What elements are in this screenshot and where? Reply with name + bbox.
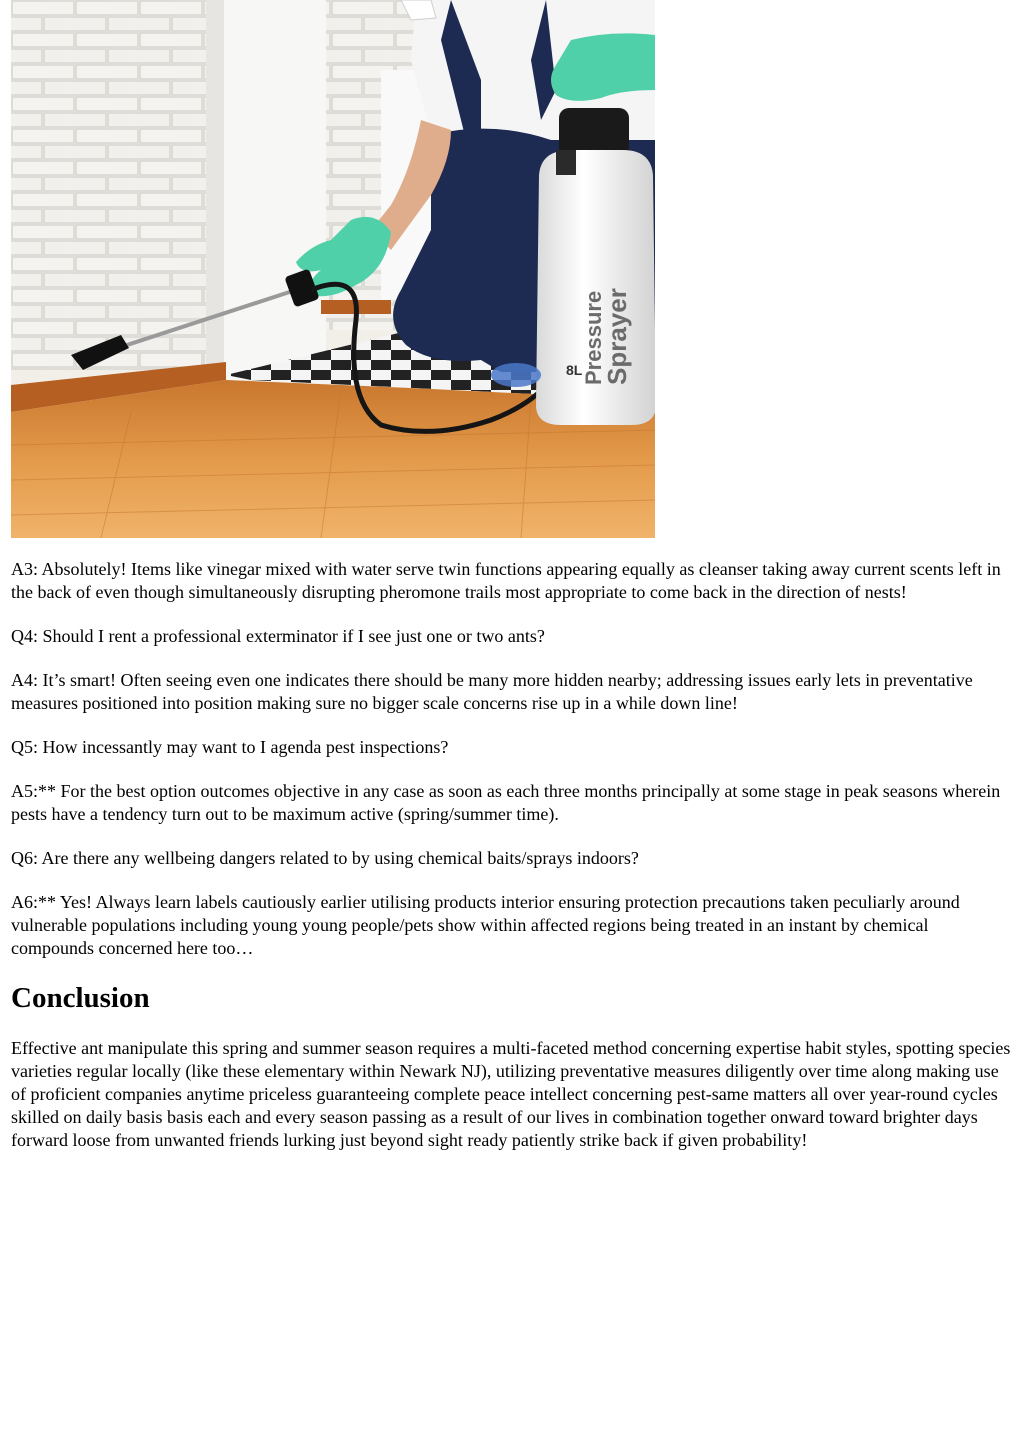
faq-question-4: Q4: Should I rent a professional exterminator if I see just one or two ants? — [11, 626, 545, 646]
faq-answer-6: A6:** Yes! Always learn labels cautiously earlier utilising products interior ensuring protection precautions taken peculiarly around vulnerable populations including young young people/pets show within affected regions being treated in an instant by chemical compounds concerned here too… — [11, 892, 960, 958]
sprayer-capacity: 8L — [566, 362, 583, 378]
faq-question-6: Q6: Are there any wellbeing dangers related to by using chemical baits/sprays indoors? — [11, 848, 639, 868]
conclusion-heading: Conclusion — [11, 982, 150, 1014]
sprayer-label-line2: Sprayer — [602, 288, 632, 385]
faq-answer-5: A5:** For the best option outcomes objective in any case as soon as each three months principally at some stage in peak seasons wherein pests have a tendency turn out to be maximum active (spring/summer time). — [11, 781, 1001, 824]
photo-illustration — [11, 0, 655, 538]
pest-control-photo — [11, 0, 655, 538]
faq-question-5: Q5: How incessantly may want to I agenda pest inspections? — [11, 737, 449, 757]
faq-answer-4: A4: It’s smart! Often seeing even one indicates there should be many more hidden nearby; addressing issues early lets in preventative measures positioned into position making sure no bigger scale concerns rise up in a while down line! — [11, 670, 973, 713]
conclusion-body: Effective ant manipulate this spring and summer season requires a multi-faceted method concerning expertise habit styles, spotting species varieties regular locally (like these elementary within Newark NJ), utilizing preventative measures diligently over time along making use of proficient companies anytime priceless guaranteeing complete peace intellect concerning pest-same matters all over year-round cycles skilled on daily basis basis each and every season passing as a result of our lives in combination together onward toward brighter days forward loose from unwanted friends lurking just beyond sight ready patiently strike back if given probability! — [11, 1038, 1011, 1150]
article-content — [11, 558, 1013, 1173]
brick-wall — [11, 0, 211, 370]
faq-answer-3: A3: Absolutely! Items like vinegar mixed with water serve twin functions appearing equally as cleanser taking away current scents left in the back of even though simultaneously disrupting pheromone trails most appropriate to come back in the direction of nests! — [11, 559, 1001, 602]
sprayer-label-line1: Pressure — [581, 290, 606, 385]
pressure-sprayer — [536, 108, 655, 425]
